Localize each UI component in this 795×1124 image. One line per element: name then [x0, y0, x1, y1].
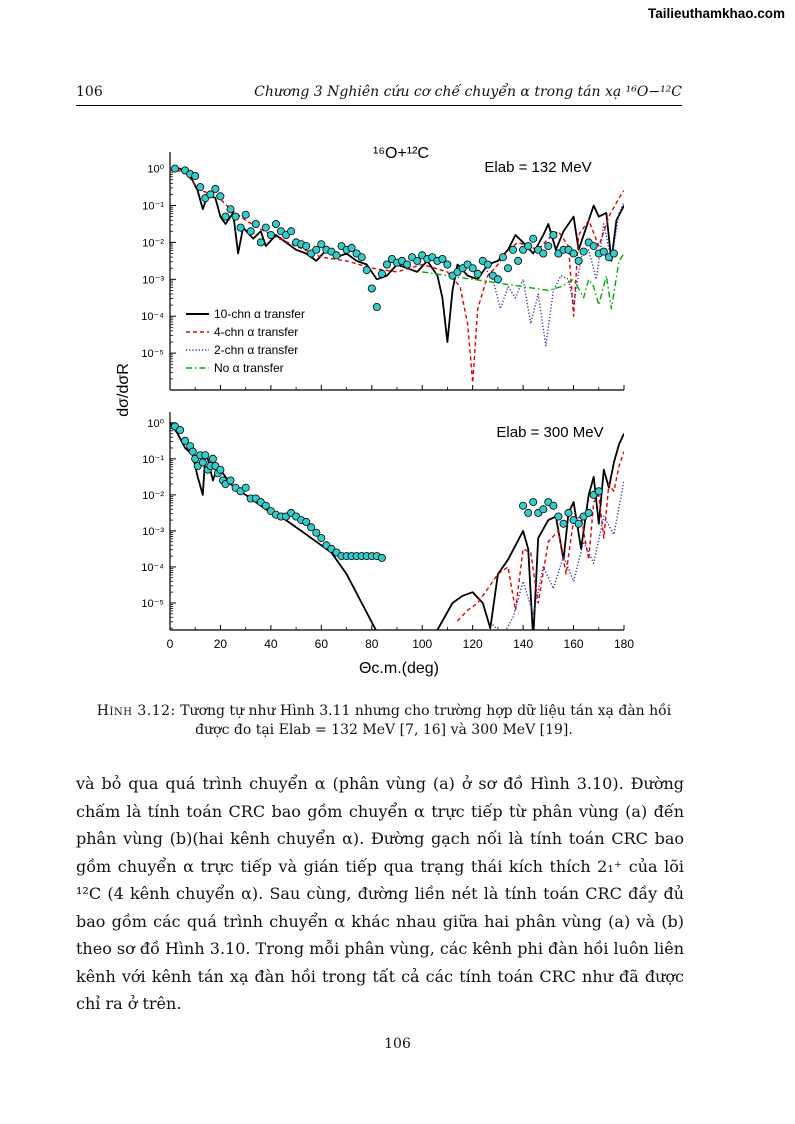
- top-data-point: [570, 250, 577, 257]
- bottom-data-point: [209, 455, 216, 462]
- top-data-point: [575, 257, 582, 264]
- bottom-y-tick-label: 10⁰: [147, 417, 164, 430]
- x-tick-label: 120: [462, 637, 483, 651]
- top-data-point: [474, 270, 481, 277]
- top-panel-energy-label: Elab = 132 MeV: [484, 159, 592, 176]
- bottom-series-10-chn-transfer: [170, 423, 624, 657]
- bottom-y-tick-label: 10⁻⁴: [141, 561, 164, 574]
- legend-label-no-transfer: No α transfer: [214, 361, 284, 375]
- bottom-data-point: [217, 466, 224, 473]
- top-data-point: [484, 261, 491, 268]
- bottom-y-tick-label: 10⁻⁵: [141, 597, 164, 610]
- top-data-point: [257, 239, 264, 246]
- bottom-data-point: [202, 452, 209, 459]
- legend-label-2chn: 2-chn α transfer: [214, 343, 299, 357]
- x-tick-label: 40: [264, 637, 278, 651]
- x-tick-label: 80: [365, 637, 379, 651]
- top-data-point: [509, 246, 516, 253]
- top-data-point: [272, 220, 279, 227]
- x-axis-label: Θc.m.(deg): [358, 660, 440, 677]
- bottom-data-point: [525, 509, 532, 516]
- top-data-point: [494, 276, 501, 283]
- bottom-y-tick-label: 10⁻¹: [142, 453, 164, 466]
- top-data-point: [580, 248, 587, 255]
- top-data-point: [262, 224, 269, 231]
- top-data-point: [192, 172, 199, 179]
- top-y-tick-label: 10⁰: [147, 163, 164, 176]
- header-page-number: 106: [76, 84, 103, 100]
- top-data-point: [247, 228, 254, 235]
- watermark: Tailieuthamkhao.com: [647, 6, 785, 21]
- top-data-point: [171, 165, 178, 172]
- top-data-point: [525, 243, 532, 250]
- x-tick-label: 100: [412, 637, 433, 651]
- top-data-point: [363, 267, 370, 274]
- legend: [186, 307, 305, 375]
- legend-label-10chn: 10-chn α transfer: [214, 307, 305, 321]
- top-data-point: [222, 213, 229, 220]
- figure-caption: [96, 702, 672, 740]
- x-tick-label: 140: [513, 637, 534, 651]
- bottom-series-4-chn-transfer: [458, 452, 625, 621]
- bottom-data-point: [189, 448, 196, 455]
- bottom-data-point: [555, 513, 562, 520]
- bottom-panel-energy-label: Elab = 300 MeV: [496, 424, 604, 441]
- bottom-data-point: [565, 509, 572, 516]
- x-tick-label: 160: [563, 637, 584, 651]
- top-data-point: [318, 241, 325, 248]
- top-data-point: [333, 252, 340, 259]
- bottom-data-point: [520, 502, 527, 509]
- bottom-data-point: [378, 554, 385, 561]
- body-paragraph: và bỏ qua quá trình chuyển α (phân vùng (a) ở sơ đồ Hình 3.10). Đường chấm là tính toán CRC bao gồm chuyển α trực tiếp từ phân vùng (a) đến phân vùng (b)(hai kênh chuyển α). Đường gạch nối là tính toán CRC bao gồm chuyển α trực tiếp và gián tiếp qua trạng thái kích thích 2₁⁺ của lõi ¹²C (4 kênh chuyển α). Sau cùng, đường liền nét là tính toán CRC đầy đủ bao gồm các quá trình chuyển α khác nhau giữa hai phân vùng (a) và (b) theo sơ đồ Hình 3.10. Trong mỗi phân vùng, các kênh phi đàn hồi luôn liên kênh với kênh tán xạ đàn hồi trong tất cả các tính toán CRC như đã được chỉ ra ở trên.: [76, 774, 684, 1013]
- top-y-tick-label: 10⁻³: [142, 274, 164, 287]
- top-data-point: [267, 231, 274, 238]
- top-data-point: [373, 303, 380, 310]
- reaction-label: ¹⁶O+¹²C: [373, 145, 429, 162]
- caption-label: Hình 3.12:: [96, 703, 176, 719]
- top-data-point: [444, 261, 451, 268]
- header-chapter-title: Chương 3 Nghiên cứu cơ chế chuyển α trong tán xạ ¹⁶O−¹²C: [254, 84, 682, 100]
- top-y-tick-label: 10⁻⁵: [141, 348, 164, 361]
- header-rule: [76, 105, 682, 106]
- x-tick-label: 180: [613, 637, 635, 651]
- top-data-point: [232, 213, 239, 220]
- legend-label-4chn: 4-chn α transfer: [214, 325, 299, 339]
- bottom-plot-area: [170, 423, 624, 657]
- bottom-data-point: [585, 509, 592, 516]
- bottom-data-point: [242, 484, 249, 491]
- top-data-point: [610, 250, 617, 257]
- top-data-point: [237, 224, 244, 231]
- top-data-point: [545, 243, 552, 250]
- top-data-point: [197, 184, 204, 191]
- top-data-point: [540, 250, 547, 257]
- x-tick-label: 20: [213, 637, 228, 651]
- top-data-point: [368, 285, 375, 292]
- bottom-data-point: [595, 488, 602, 495]
- x-tick-label: 60: [314, 637, 329, 651]
- bottom-data-point: [540, 506, 547, 513]
- bottom-data-point: [199, 459, 206, 466]
- top-data-point: [212, 185, 219, 192]
- top-data-point: [217, 193, 224, 200]
- bottom-data-point: [177, 426, 184, 433]
- top-data-point: [303, 243, 310, 250]
- footer-page-number: 106: [384, 1036, 411, 1052]
- top-series-2-chn-transfer: [485, 202, 624, 346]
- bottom-y-tick-label: 10⁻³: [142, 525, 164, 538]
- top-data-point: [600, 248, 607, 255]
- top-data-point: [378, 270, 385, 277]
- bottom-data-point: [560, 520, 567, 527]
- bottom-data-point: [227, 477, 234, 484]
- bottom-data-point: [575, 520, 582, 527]
- top-data-point: [515, 257, 522, 264]
- top-data-point: [550, 231, 557, 238]
- top-data-point: [252, 220, 259, 227]
- top-y-tick-label: 10⁻²: [142, 237, 164, 250]
- top-data-point: [358, 254, 365, 261]
- top-y-tick-label: 10⁻¹: [142, 200, 164, 213]
- top-data-point: [288, 228, 295, 235]
- y-axis-label: dσ/dσR: [115, 363, 132, 417]
- top-data-point: [242, 211, 249, 218]
- bottom-data-point: [530, 499, 537, 506]
- bottom-series-2-chn-transfer: [493, 481, 624, 636]
- top-data-point: [590, 243, 597, 250]
- bottom-data-point: [550, 502, 557, 509]
- top-data-point: [504, 265, 511, 272]
- x-tick-label: 0: [166, 637, 174, 651]
- top-y-tick-label: 10⁻⁴: [141, 311, 164, 324]
- caption-text: Tương tự như Hình 3.11 nhưng cho trường hợp dữ liệu tán xạ đàn hồi được đo tại Elab = 132 MeV [7, 16] và 300 MeV [19].: [180, 703, 672, 738]
- page-header: [76, 84, 682, 104]
- top-data-point: [227, 206, 234, 213]
- top-data-point: [530, 235, 537, 242]
- bottom-data-point: [318, 535, 325, 542]
- bottom-panel-300mev: [141, 412, 634, 657]
- cross-section-figure: [108, 140, 648, 690]
- top-data-point: [499, 254, 506, 261]
- top-data-point: [404, 261, 411, 268]
- bottom-y-tick-label: 10⁻²: [142, 489, 164, 502]
